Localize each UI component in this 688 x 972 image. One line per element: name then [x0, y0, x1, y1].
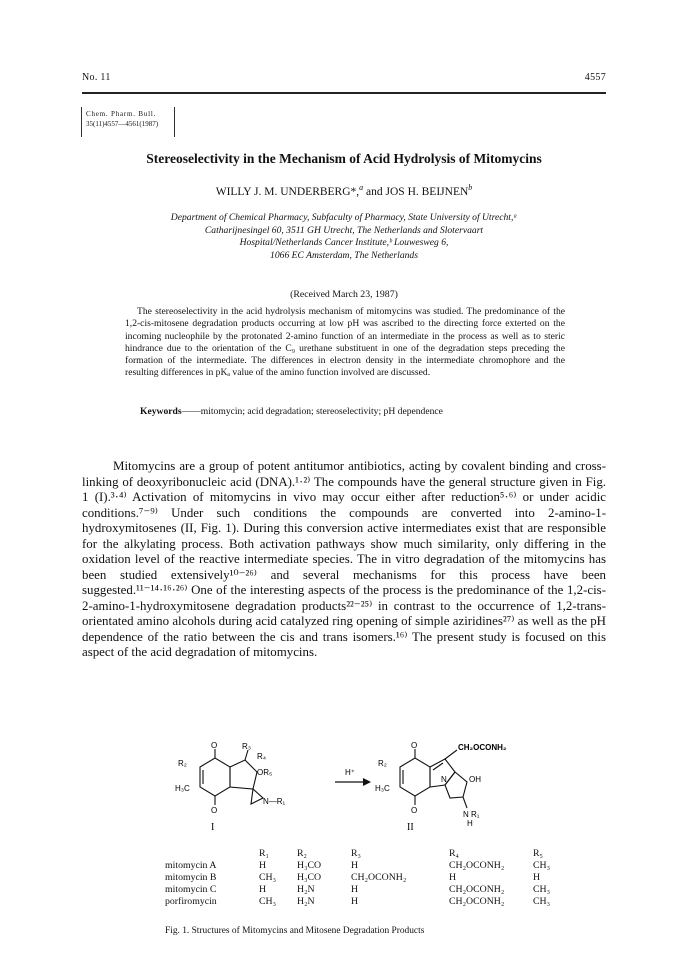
structure-I: [200, 749, 263, 805]
aziridine-ring-I: [251, 789, 263, 804]
table-header-cell: R₁: [259, 848, 269, 859]
table-row: [165, 896, 569, 908]
table-cell: H₃CO: [297, 860, 322, 871]
affiliation-line-4: 1066 EC Amsterdam, The Netherlands: [270, 249, 418, 261]
table-header-row: [165, 848, 569, 860]
struct-I-o-bottom: O: [211, 806, 218, 815]
table-header-cell: R₅: [533, 848, 543, 859]
struct-II-h: H: [467, 819, 473, 828]
arrow-label: H⁺: [345, 768, 355, 777]
paper-title: Stereoselectivity in the Mechanism of Acid Hydrolysis of Mitomycins: [146, 151, 542, 166]
keywords-text: mitomycin; acid degradation; stereoselectivity; pH dependence: [200, 406, 443, 417]
reaction-arrowhead: [363, 778, 371, 786]
header-rule: [82, 92, 606, 94]
table-header-cell: R₂: [297, 848, 307, 859]
amine-bond-II: [463, 797, 467, 808]
received-date: (Received March 23, 1987): [290, 289, 398, 300]
keywords-label: Keywords: [140, 406, 182, 417]
struct-I-o-top: O: [211, 742, 218, 750]
pyrrole-ring-II: [445, 772, 467, 798]
table-cell: H: [449, 872, 457, 883]
keywords: [140, 406, 580, 417]
table-cell: H: [351, 884, 359, 895]
table-header-cell: R₄: [449, 848, 459, 859]
struct-II-label: II: [407, 822, 414, 833]
quinone-ring-II: [400, 758, 430, 796]
substituent-table-body: [165, 848, 569, 908]
table-header-cell: R₃: [351, 848, 361, 859]
pyrrolo-ring-I: [230, 760, 257, 789]
table-cell: CH₃: [533, 896, 551, 907]
table-cell: H₂N: [297, 884, 315, 895]
struct-II-o-top: O: [411, 742, 418, 750]
table-cell: H: [351, 860, 359, 871]
figure-structures: [145, 742, 545, 842]
table-row: [165, 860, 569, 872]
table-cell: CH₂OCONH₂: [449, 860, 505, 871]
quinone-ring-I: [200, 758, 230, 796]
structure-II: [400, 749, 467, 808]
struct-I-or5: OR₅: [257, 768, 273, 777]
citation-volume: 35(11)4557—4561(1987): [86, 120, 159, 128]
struct-II-nr1: N R₁: [463, 810, 480, 819]
struct-I-label: I: [211, 822, 215, 833]
ch2-bond-II: [445, 750, 457, 759]
table-cell: H₃CO: [297, 872, 322, 883]
author-1: WILLY J. M. UNDERBERG*,: [215, 185, 360, 198]
struct-I-r3: R₃: [242, 742, 252, 751]
table-cell: mitomycin B: [165, 872, 217, 883]
table-cell: mitomycin C: [165, 884, 217, 895]
table-cell: CH₃: [533, 884, 551, 895]
table-cell: H: [351, 896, 359, 907]
table-cell: CH₂OCONH₂: [449, 896, 505, 907]
figure-caption: Fig. 1. Structures of Mitomycins and Mitosene Degradation Products: [165, 926, 425, 936]
table-cell: mitomycin A: [165, 860, 217, 871]
table-cell: CH₃: [259, 872, 277, 883]
affiliation-line-1: Department of Chemical Pharmacy, Subfaculty of Pharmacy, State University of Utrecht,ᵃ: [170, 212, 518, 223]
table-cell: H: [259, 884, 267, 895]
table-cell: porfiromycin: [165, 896, 217, 907]
struct-II-n: N: [441, 775, 447, 784]
affiliation-line-2: Catharijnesingel 60, 3511 GH Utrecht, The Netherlands and Slotervaart: [204, 224, 484, 236]
struct-II-oh: OH: [469, 775, 481, 784]
table-cell: CH₂OCONH₂: [449, 884, 505, 895]
abstract: The stereoselectivity in the acid hydrolysis mechanism of mitomycins was studied. The predominance of the 1,2-cis-mitosene degradation products occurring at low pH was ascribed to the directing force exterted on the incoming nucleophile by the protonated 2-amino function of an intermediate in the process as well as to steric hindrance due to the orientation of the C₉ urethane substituent in one of the degradation steps preceding the formation of the intermediate. The differences in electron density in the intermediate chromophore and the resulting differences in pKₐ value of the amino function involved are discussed.: [125, 306, 565, 379]
table-row: [165, 884, 569, 896]
struct-I-n-r1: N—R₁: [263, 797, 286, 806]
struct-II-o-bottom: O: [411, 806, 418, 815]
substituent-table: [165, 848, 569, 908]
r3-bond-I: [245, 750, 248, 760]
affiliation: [100, 212, 588, 262]
body-paragraph: Mitomycins are a group of potent antitumor antibiotics, acting by covalent binding and cross-linking of deoxyribonucleic acid (DNA).¹·²⁾ The compounds have the general structure given in Fig. 1 (I).³·⁴⁾ Activation of mitomycins in vivo may occur either after reduction⁵·⁶⁾ or under acidic conditions.⁷⁻⁹⁾ Under such conditions the compounds are converted into 2-amino-1-hydroxymitosenes (II, Fig. 1). During this conversion active intermediates exist that are responsible for the alkylating process. Both activation pathways show much similarity, only differing in the oxidation level of the reactive intermediate species. The in vitro degradation of the mitomycins has been studied extensively¹⁰⁻²⁶⁾ and several mechanisms for this process have been suggested.¹¹⁻¹⁴·¹⁶·²⁶⁾ One of the interesting aspects of the process is the predominance of the 1,2-cis-2-amino-1-hydroxymitosene degradation products²²⁻²⁵⁾ in contrast to the occurrence of 1,2-trans-orientated amino alcohols during acid catalyzed ring opening of simple aziridines²⁷⁾ as well as the pH dependence of the ratio between the cis and trans isomers.¹⁶⁾ The present study is focused on this aspect of the acid degradation of mitomycins.: [82, 459, 606, 659]
table-cell: CH₃: [259, 896, 277, 907]
table-cell: H: [259, 860, 267, 871]
table-cell: H₂N: [297, 896, 315, 907]
authors-line: [0, 183, 688, 198]
author-2: JOS H. BEIJNEN: [385, 185, 469, 198]
table-cell: CH₃: [533, 860, 551, 871]
page-number: 4557: [584, 72, 606, 83]
table-cell: CH₂OCONH₂: [351, 872, 407, 883]
struct-I-r4: R₄: [257, 752, 267, 761]
table-header-cell: [165, 848, 259, 860]
table-row: [165, 872, 569, 884]
struct-II-ch2oconh2: CH₂OCONH₂: [458, 743, 507, 752]
author-1-sup: a: [359, 183, 364, 192]
citation-box: [81, 107, 175, 137]
table-cell: H: [533, 872, 541, 883]
struct-II-h3c: H₃C: [375, 784, 390, 793]
struct-I-r2: R₂: [178, 759, 187, 768]
keywords-dash: ——: [181, 406, 201, 417]
affiliation-line-3: Hospital/Netherlands Cancer Institute,ᵇ Louwesweg 6,: [239, 237, 449, 249]
citation-journal: Chem. Pharm. Bull.: [86, 110, 157, 118]
author-2-sup: b: [468, 183, 473, 192]
author-connector: and: [366, 185, 383, 198]
struct-I-h3c: H₃C: [175, 784, 190, 793]
struct-II-r2: R₂: [378, 759, 387, 768]
issue-number: No. 11: [82, 72, 111, 83]
